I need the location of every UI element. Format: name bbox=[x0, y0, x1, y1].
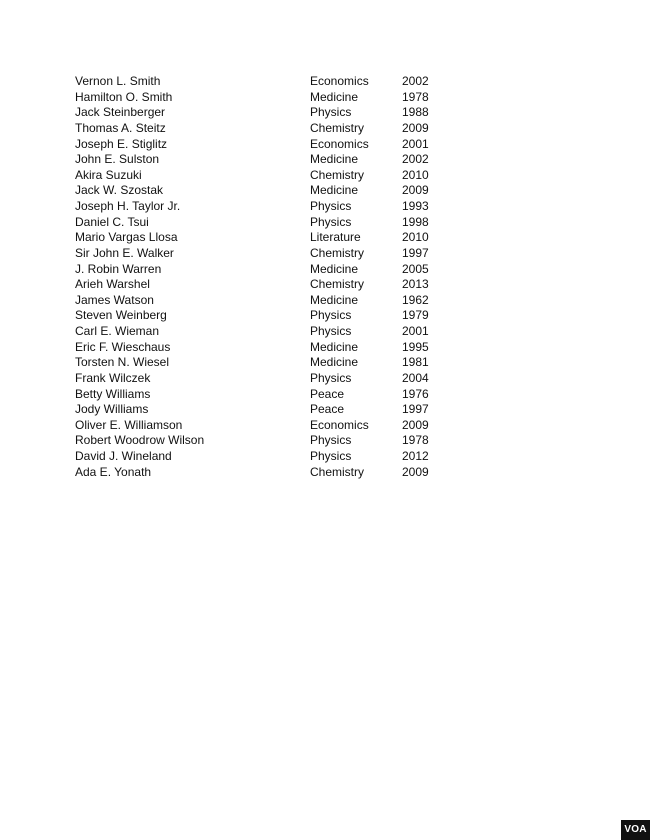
list-item bbox=[75, 355, 455, 371]
list-item bbox=[75, 105, 455, 121]
list-item bbox=[75, 433, 455, 449]
list-item bbox=[75, 137, 455, 153]
laureate-field: Medicine bbox=[310, 261, 359, 276]
list-item bbox=[75, 371, 455, 387]
list-item bbox=[75, 340, 455, 356]
laureate-year: 2009 bbox=[402, 464, 429, 479]
list-item bbox=[75, 152, 455, 168]
list-item bbox=[75, 418, 455, 434]
laureate-field: Medicine bbox=[310, 183, 359, 198]
laureate-year: 2010 bbox=[402, 230, 429, 245]
list-item bbox=[75, 324, 455, 340]
laureate-name: J. Robin Warren bbox=[75, 261, 162, 276]
laureate-field: Physics bbox=[310, 324, 352, 338]
laureate-field: Medicine bbox=[310, 292, 359, 307]
laureate-year: 2005 bbox=[402, 261, 429, 276]
list-item bbox=[75, 308, 455, 324]
list-item bbox=[75, 199, 455, 215]
laureate-year: 2013 bbox=[402, 277, 429, 292]
laureate-name: James Watson bbox=[75, 292, 154, 307]
list-item bbox=[75, 262, 455, 278]
laureate-field: Physics bbox=[310, 105, 352, 120]
list-item bbox=[75, 277, 455, 293]
list-item bbox=[75, 387, 455, 403]
laureate-year: 2002 bbox=[402, 152, 429, 167]
laureate-year: 1997 bbox=[402, 245, 429, 260]
laureate-field: Chemistry bbox=[310, 245, 365, 260]
laureate-field: Chemistry bbox=[310, 167, 365, 182]
laureate-name: Steven Weinberg bbox=[75, 308, 167, 323]
laureate-year: 1978 bbox=[402, 433, 429, 448]
laureate-year: 2009 bbox=[402, 417, 429, 432]
laureate-field: Economics bbox=[310, 74, 369, 88]
laureate-year: 2001 bbox=[402, 136, 429, 151]
laureate-name: Sir John E. Walker bbox=[75, 245, 174, 260]
laureate-name: Jack W. Szostak bbox=[75, 183, 164, 198]
laureate-year: 1978 bbox=[402, 89, 429, 104]
laureate-year: 1962 bbox=[402, 292, 429, 307]
laureate-field: Physics bbox=[310, 449, 352, 463]
laureate-name: Joseph E. Stiglitz bbox=[75, 136, 168, 151]
voa-logo: VOA bbox=[621, 820, 650, 840]
list-item bbox=[75, 449, 455, 465]
list-item bbox=[75, 465, 455, 481]
laureate-year: 1993 bbox=[402, 199, 429, 213]
laureate-year: 1981 bbox=[402, 355, 429, 370]
laureate-field: Medicine bbox=[310, 152, 359, 167]
laureate-field: Medicine bbox=[310, 355, 359, 370]
laureate-year: 1979 bbox=[402, 308, 429, 323]
laureate-year: 2004 bbox=[402, 370, 429, 385]
laureate-field: Chemistry bbox=[310, 277, 365, 292]
laureate-field: Physics bbox=[310, 214, 352, 229]
laureate-field: Literature bbox=[310, 230, 361, 245]
laureate-field: Economics bbox=[310, 417, 369, 432]
laureate-field: Physics bbox=[310, 308, 352, 323]
laureate-name: Arieh Warshel bbox=[75, 277, 150, 292]
laureate-year: 2012 bbox=[402, 449, 429, 463]
laureate-name: Jody Williams bbox=[75, 402, 149, 417]
laureate-name: Vernon L. Smith bbox=[75, 74, 161, 88]
list-item bbox=[75, 74, 455, 90]
laureate-name: Jack Steinberger bbox=[75, 105, 166, 120]
list-item bbox=[75, 121, 455, 137]
laureate-field: Chemistry bbox=[310, 464, 365, 479]
laureate-year: 1995 bbox=[402, 339, 429, 354]
laureate-year: 2009 bbox=[402, 183, 429, 198]
laureate-name: Mario Vargas Llosa bbox=[75, 230, 178, 245]
laureate-field: Medicine bbox=[310, 339, 359, 354]
laureate-year: 1976 bbox=[402, 386, 429, 401]
laureate-field: Peace bbox=[310, 402, 345, 417]
laureate-name: Thomas A. Steitz bbox=[75, 120, 166, 135]
laureate-field: Economics bbox=[310, 136, 369, 151]
laureate-name: Oliver E. Williamson bbox=[75, 417, 183, 432]
laureate-name: Joseph H. Taylor Jr. bbox=[75, 199, 181, 213]
laureate-list bbox=[75, 74, 455, 480]
laureate-name: Betty Williams bbox=[75, 386, 151, 401]
laureate-name: Daniel C. Tsui bbox=[75, 214, 149, 229]
laureate-name: John E. Sulston bbox=[75, 152, 160, 167]
list-item bbox=[75, 246, 455, 262]
laureate-name: Ada E. Yonath bbox=[75, 464, 152, 479]
laureate-field: Physics bbox=[310, 370, 352, 385]
laureate-year: 1997 bbox=[402, 402, 429, 417]
laureate-name: Robert Woodrow Wilson bbox=[75, 433, 205, 448]
laureate-field: Physics bbox=[310, 199, 352, 213]
laureate-year: 2002 bbox=[402, 74, 429, 88]
list-item bbox=[75, 215, 455, 231]
list-item bbox=[75, 168, 455, 184]
laureate-name: David J. Wineland bbox=[75, 449, 172, 463]
laureate-name: Eric F. Wieschaus bbox=[75, 339, 171, 354]
list-item bbox=[75, 183, 455, 199]
list-item bbox=[75, 230, 455, 246]
list-item bbox=[75, 90, 455, 106]
laureate-field: Physics bbox=[310, 433, 352, 448]
list-item bbox=[75, 293, 455, 309]
laureate-name: Frank Wilczek bbox=[75, 370, 151, 385]
laureate-field: Peace bbox=[310, 386, 345, 401]
laureate-field: Chemistry bbox=[310, 120, 365, 135]
laureate-year: 2009 bbox=[402, 120, 429, 135]
laureate-field: Medicine bbox=[310, 89, 359, 104]
laureate-year: 1998 bbox=[402, 214, 429, 229]
laureate-name: Akira Suzuki bbox=[75, 167, 142, 182]
laureate-name: Hamilton O. Smith bbox=[75, 89, 173, 104]
laureate-name: Carl E. Wieman bbox=[75, 324, 160, 338]
laureate-name: Torsten N. Wiesel bbox=[75, 355, 170, 370]
laureate-year: 2001 bbox=[402, 324, 429, 338]
laureate-year: 2010 bbox=[402, 167, 429, 182]
list-item bbox=[75, 402, 455, 418]
laureate-year: 1988 bbox=[402, 105, 429, 120]
